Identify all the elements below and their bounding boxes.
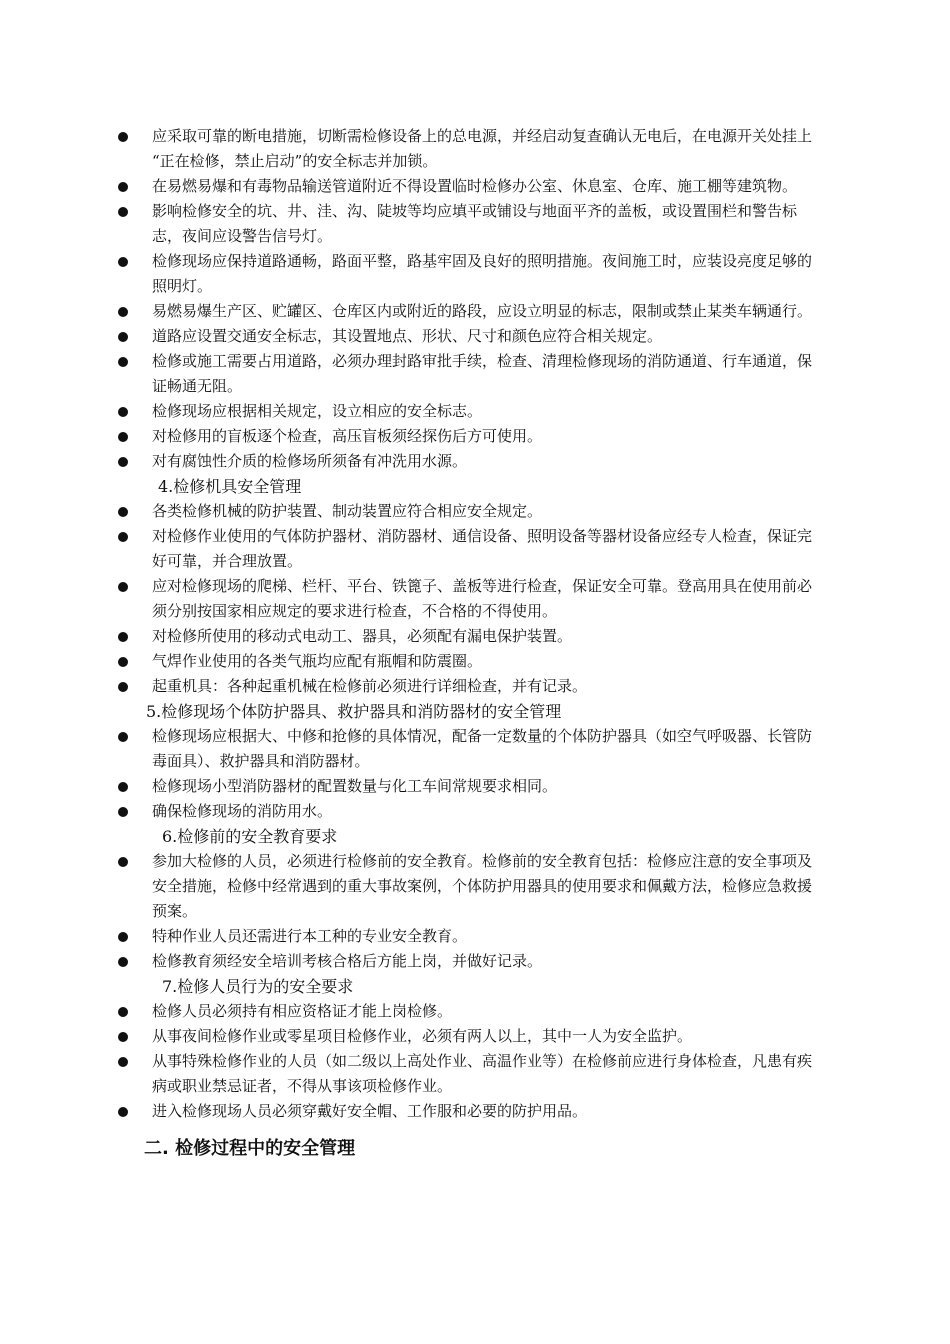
list-item: 各类检修机械的防护装置、制动装置应符合相应安全规定。 bbox=[0, 499, 820, 524]
list-item: 检修或施工需要占用道路，必须办理封路审批手续，检查、清理检修现场的消防通道、行车通道，保证畅通无阻。 bbox=[0, 349, 820, 399]
list-item: 道路应设置交通安全标志，其设置地点、形状、尺寸和颜色应符合相关规定。 bbox=[0, 324, 820, 349]
list-item: 在易燃易爆和有毒物品输送管道附近不得设置临时检修办公室、休息室、仓库、施工棚等建筑物。 bbox=[0, 174, 820, 199]
list-item: 进入检修现场人员必须穿戴好安全帽、工作服和必要的防护用品。 bbox=[0, 1099, 820, 1124]
list-item: 检修现场应根据相关规定，设立相应的安全标志。 bbox=[0, 399, 820, 424]
list-item: 参加大检修的人员，必须进行检修前的安全教育。检修前的安全教育包括：检修应注意的安全事项及安全措施，检修中经常遇到的重大事故案例，个体防护用器具的使用要求和佩戴方法，检修应急救援预案。 bbox=[0, 849, 820, 924]
list-item: 对检修用的盲板逐个检查，高压盲板须经探伤后方可使用。 bbox=[0, 424, 820, 449]
bullet-icon bbox=[118, 1007, 128, 1017]
bullet-icon bbox=[118, 632, 128, 642]
bullet-icon bbox=[118, 532, 128, 542]
bullet-list-safety-education bbox=[0, 849, 950, 974]
list-item: 对检修作业使用的气体防护器材、消防器材、通信设备、照明设备等器材设备应经专人检查，保证完好可靠，并合理放置。 bbox=[0, 524, 820, 574]
bullet-icon bbox=[118, 782, 128, 792]
sub-heading-protective-equipment: 5.检修现场个体防护器具、救护器具和消防器材的安全管理 bbox=[146, 702, 562, 721]
list-item: 气焊作业使用的各类气瓶均应配有瓶帽和防震圈。 bbox=[0, 649, 820, 674]
list-item: 影响检修安全的坑、井、洼、沟、陡坡等均应填平或铺设与地面平齐的盖板，或设置围栏和警告标志，夜间应设警告信号灯。 bbox=[0, 199, 820, 249]
bullet-icon bbox=[118, 1107, 128, 1117]
list-item: 特种作业人员还需进行本工种的专业安全教育。 bbox=[0, 924, 820, 949]
bullet-icon bbox=[118, 657, 128, 667]
list-item: 对检修所使用的移动式电动工、器具，必须配有漏电保护装置。 bbox=[0, 624, 820, 649]
sub-heading-safety-education: 6.检修前的安全教育要求 bbox=[162, 827, 338, 846]
list-item: 检修现场应保持道路通畅，路面平整，路基牢固及良好的照明措施。夜间施工时，应装设亮度足够的照明灯。 bbox=[0, 249, 820, 299]
bullet-icon bbox=[118, 182, 128, 192]
list-item: 检修教育须经安全培训考核合格后方能上岗，并做好记录。 bbox=[0, 949, 820, 974]
bullet-list-site-preparation bbox=[0, 124, 950, 474]
bullet-icon bbox=[118, 807, 128, 817]
bullet-list-personnel-behavior bbox=[0, 999, 950, 1124]
list-item: 从事特殊检修作业的人员（如二级以上高处作业、高温作业等）在检修前应进行身体检查，凡患有疾病或职业禁忌证者，不得从事该项检修作业。 bbox=[0, 1049, 820, 1099]
bullet-icon bbox=[118, 357, 128, 367]
bullet-icon bbox=[118, 1032, 128, 1042]
bullet-icon bbox=[118, 257, 128, 267]
section-heading: 二. 检修过程中的安全管理 bbox=[144, 1138, 356, 1159]
list-item: 起重机具：各种起重机械在检修前必须进行详细检查，并有记录。 bbox=[0, 674, 820, 699]
bullet-icon bbox=[118, 1057, 128, 1067]
bullet-icon bbox=[118, 332, 128, 342]
bullet-icon bbox=[118, 932, 128, 942]
bullet-icon bbox=[118, 507, 128, 517]
bullet-icon bbox=[118, 432, 128, 442]
bullet-icon bbox=[118, 207, 128, 217]
list-item: 应对检修现场的爬梯、栏杆、平台、铁篦子、盖板等进行检查，保证安全可靠。登高用具在使用前必须分别按国家相应规定的要求进行检查，不合格的不得使用。 bbox=[0, 574, 820, 624]
list-item: 检修现场应根据大、中修和抢修的具体情况，配备一定数量的个体防护器具（如空气呼吸器、长管防毒面具）、救护器具和消防器材。 bbox=[0, 724, 820, 774]
bullet-icon bbox=[118, 957, 128, 967]
bullet-icon bbox=[118, 682, 128, 692]
bullet-icon bbox=[118, 582, 128, 592]
bullet-icon bbox=[118, 457, 128, 467]
document-content bbox=[0, 124, 950, 1162]
sub-heading-personnel-behavior: 7.检修人员行为的安全要求 bbox=[162, 977, 354, 996]
list-item: 从事夜间检修作业或零星项目检修作业，必须有两人以上，其中一人为安全监护。 bbox=[0, 1024, 820, 1049]
bullet-icon bbox=[118, 732, 128, 742]
sub-heading-tools-safety: 4.检修机具安全管理 bbox=[158, 477, 302, 496]
bullet-icon bbox=[118, 857, 128, 867]
bullet-icon bbox=[118, 307, 128, 317]
list-item: 确保检修现场的消防用水。 bbox=[0, 799, 820, 824]
list-item: 检修人员必须持有相应资格证才能上岗检修。 bbox=[0, 999, 820, 1024]
list-item: 检修现场小型消防器材的配置数量与化工车间常规要求相同。 bbox=[0, 774, 820, 799]
list-item: 应采取可靠的断电措施，切断需检修设备上的总电源，并经启动复查确认无电后，在电源开关处挂上 “正在检修，禁止启动”的安全标志并加锁。 bbox=[0, 124, 820, 174]
list-item: 易燃易爆生产区、贮罐区、仓库区内或附近的路段，应设立明显的标志，限制或禁止某类车辆通行。 bbox=[0, 299, 820, 324]
bullet-icon bbox=[118, 407, 128, 417]
bullet-icon bbox=[118, 132, 128, 142]
bullet-list-tools-safety bbox=[0, 499, 950, 699]
bullet-list-protective-equipment bbox=[0, 724, 950, 824]
list-item: 对有腐蚀性介质的检修场所须备有冲洗用水源。 bbox=[0, 449, 820, 474]
